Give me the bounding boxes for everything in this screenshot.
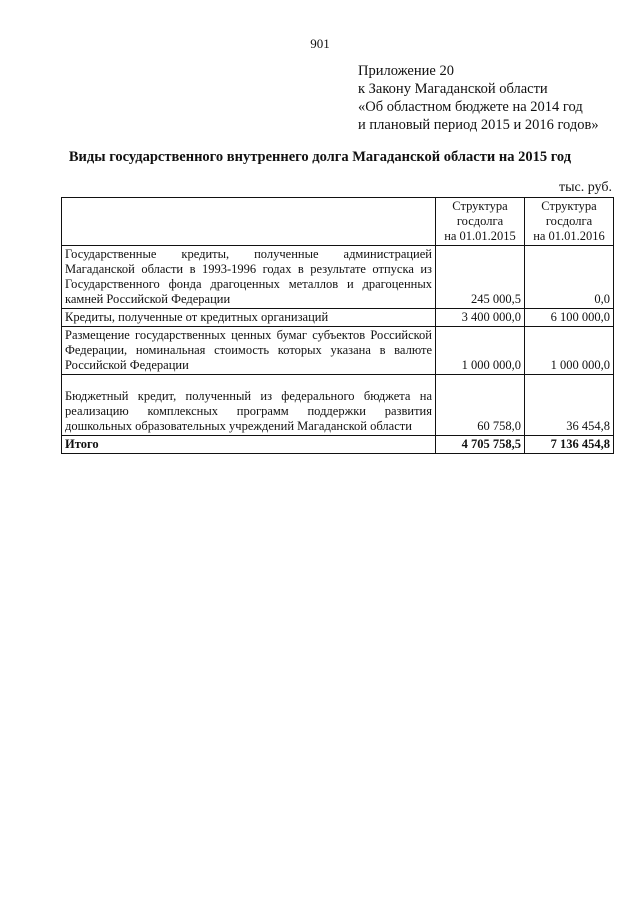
row-value-2015: 60 758,0 [436,375,525,436]
table-header-row [62,198,614,246]
row-value-2015: 245 000,5 [436,246,525,309]
total-value-2015: 4 705 758,5 [436,436,525,454]
units-label: тыс. руб. [559,180,612,195]
page-number: 901 [310,36,330,51]
header-line: на 01.01.2015 [444,229,516,243]
header-name [62,198,436,246]
total-label: Итого [62,436,436,454]
row-name [62,375,436,436]
row-name-text: Бюджетный кредит, полученный из федерального бюджета на реализацию комплексных программ поддержки развития дошкольных образовательных учреждений Магаданской области [65,389,432,433]
header-line: на 01.01.2016 [533,229,605,243]
appendix-line: к Закону Магаданской области [358,81,548,97]
row-value-2016: 36 454,8 [525,375,614,436]
debt-table [61,197,614,454]
table-total-row [62,436,614,454]
table-row [62,327,614,375]
row-name: Кредиты, полученные от кредитных организаций [62,309,436,327]
appendix-line: и плановый период 2015 и 2016 годов» [358,117,599,133]
header-line: госдолга [545,214,593,228]
appendix-line: «Об областном бюджете на 2014 год [358,99,583,115]
cell-spacer [65,376,432,389]
document-title: Виды государственного внутреннего долга Магаданской области на 2015 год [68,149,572,165]
header-col-2015 [436,198,525,246]
row-value-2015: 1 000 000,0 [436,327,525,375]
row-name: Размещение государственных ценных бумаг субъектов Российской Федерации, номинальная стоимость которых указана в валюте Российской Федерации [62,327,436,375]
header-col-2016 [525,198,614,246]
header-line: Структура [541,199,597,213]
header-line: Структура [452,199,508,213]
table-row [62,246,614,309]
total-value-2016: 7 136 454,8 [525,436,614,454]
appendix-line: Приложение 20 [358,63,454,79]
table-row [62,375,614,436]
row-value-2016: 1 000 000,0 [525,327,614,375]
header-line: госдолга [456,214,504,228]
table-row [62,309,614,327]
row-value-2015: 3 400 000,0 [436,309,525,327]
appendix-reference [358,62,628,134]
row-name: Государственные кредиты, полученные администрацией Магаданской области в 1993-1996 годах в результате отпуска из Государственного фонда драгоценных металлов и драгоценных камней Российской Федерации [62,246,436,309]
row-value-2016: 0,0 [525,246,614,309]
row-value-2016: 6 100 000,0 [525,309,614,327]
